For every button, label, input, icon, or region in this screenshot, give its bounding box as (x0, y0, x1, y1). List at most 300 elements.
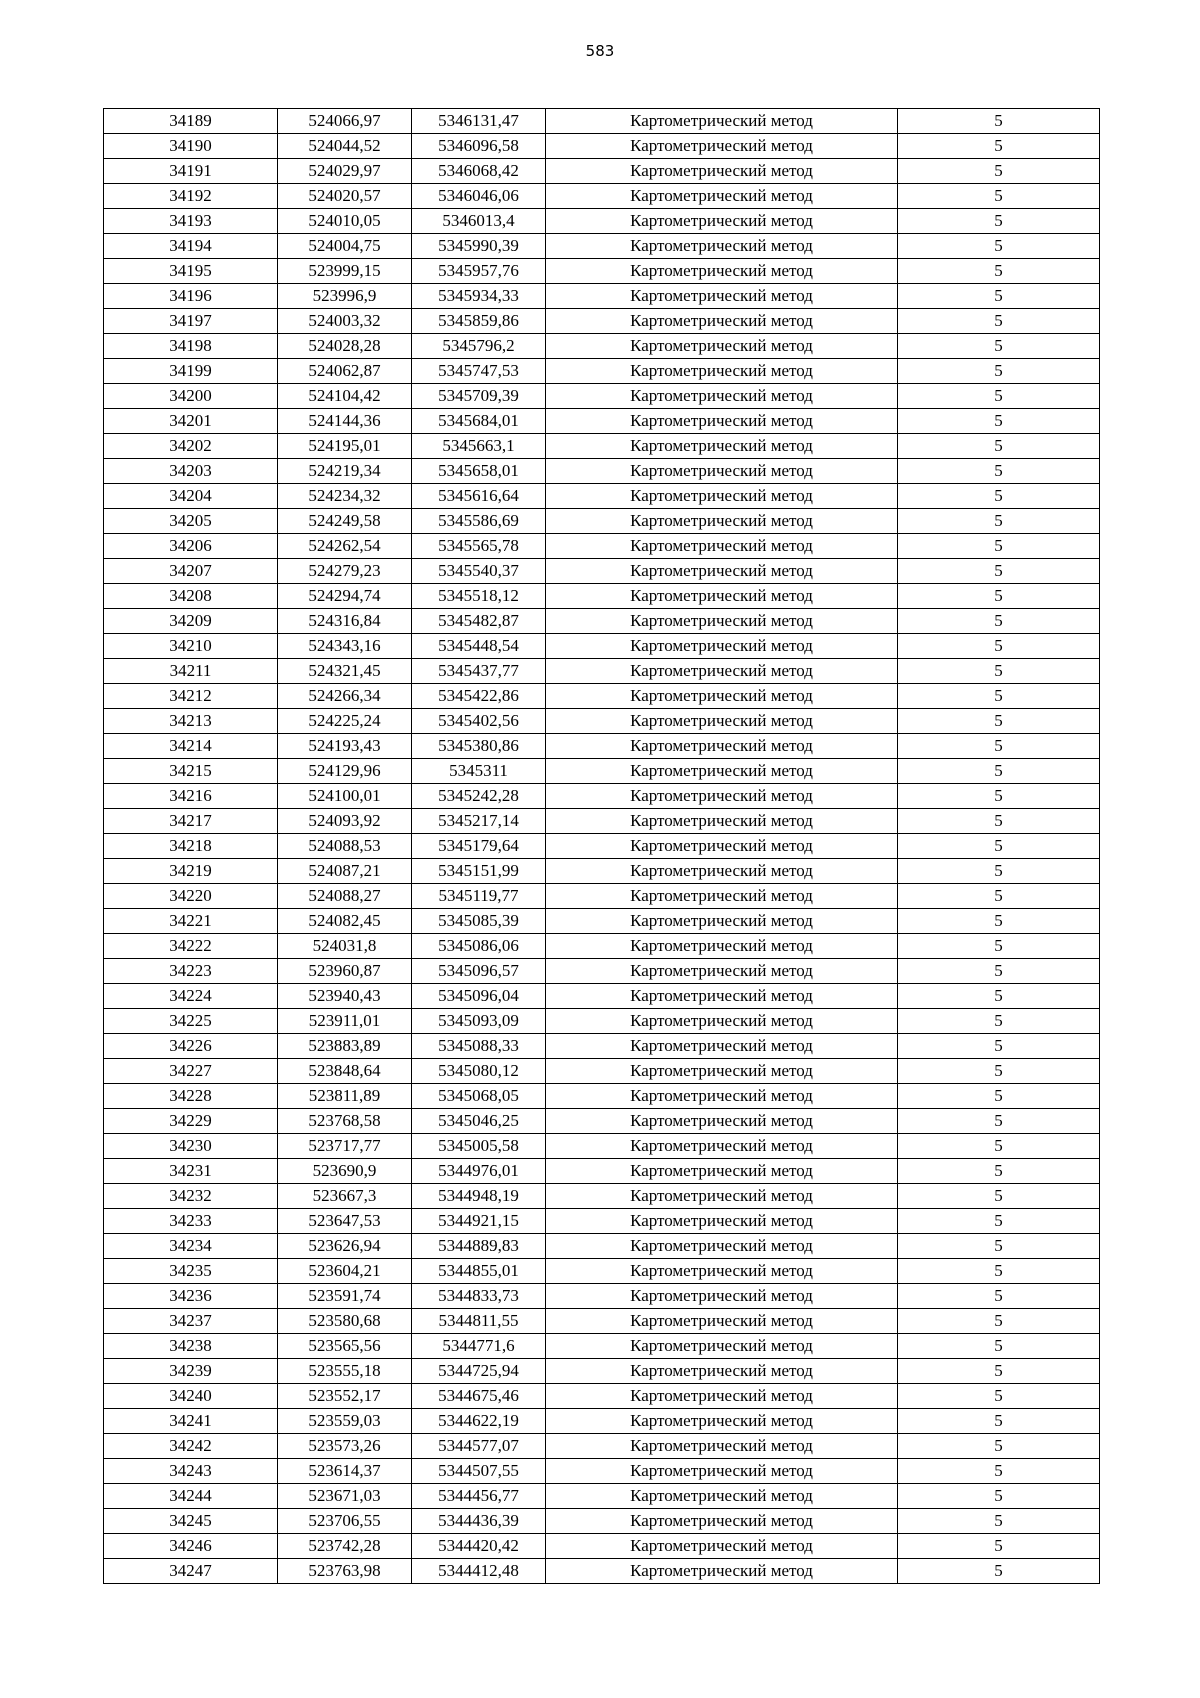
x-coordinate-cell: 523555,18 (278, 1359, 412, 1384)
table-row (104, 984, 1100, 1009)
table-row (104, 1234, 1100, 1259)
x-coordinate-cell: 523565,56 (278, 1334, 412, 1359)
accuracy-cell: 5 (898, 584, 1100, 609)
method-cell: Картометрический метод (546, 159, 898, 184)
method-cell: Картометрический метод (546, 509, 898, 534)
x-coordinate-cell: 524082,45 (278, 909, 412, 934)
y-coordinate-cell: 5346131,47 (412, 109, 546, 134)
y-coordinate-cell: 5344889,83 (412, 1234, 546, 1259)
point-number-cell: 34232 (104, 1184, 278, 1209)
method-cell: Картометрический метод (546, 1084, 898, 1109)
y-coordinate-cell: 5345088,33 (412, 1034, 546, 1059)
point-number-cell: 34204 (104, 484, 278, 509)
method-cell: Картометрический метод (546, 1559, 898, 1584)
accuracy-cell: 5 (898, 409, 1100, 434)
accuracy-cell: 5 (898, 1009, 1100, 1034)
accuracy-cell: 5 (898, 534, 1100, 559)
method-cell: Картометрический метод (546, 784, 898, 809)
y-coordinate-cell: 5345119,77 (412, 884, 546, 909)
y-coordinate-cell: 5345565,78 (412, 534, 546, 559)
accuracy-cell: 5 (898, 1559, 1100, 1584)
y-coordinate-cell: 5346096,58 (412, 134, 546, 159)
table-row (104, 1434, 1100, 1459)
accuracy-cell: 5 (898, 334, 1100, 359)
table-row (104, 859, 1100, 884)
y-coordinate-cell: 5345422,86 (412, 684, 546, 709)
point-number-cell: 34200 (104, 384, 278, 409)
x-coordinate-cell: 524020,57 (278, 184, 412, 209)
method-cell: Картометрический метод (546, 1134, 898, 1159)
method-cell: Картометрический метод (546, 1484, 898, 1509)
method-cell: Картометрический метод (546, 334, 898, 359)
table-row (104, 784, 1100, 809)
y-coordinate-cell: 5345684,01 (412, 409, 546, 434)
method-cell: Картометрический метод (546, 484, 898, 509)
x-coordinate-cell: 523999,15 (278, 259, 412, 284)
point-number-cell: 34211 (104, 659, 278, 684)
x-coordinate-cell: 523580,68 (278, 1309, 412, 1334)
table-row (104, 1209, 1100, 1234)
table-row (104, 359, 1100, 384)
accuracy-cell: 5 (898, 734, 1100, 759)
method-cell: Картометрический метод (546, 1309, 898, 1334)
x-coordinate-cell: 523763,98 (278, 1559, 412, 1584)
point-number-cell: 34192 (104, 184, 278, 209)
accuracy-cell: 5 (898, 209, 1100, 234)
accuracy-cell: 5 (898, 359, 1100, 384)
x-coordinate-cell: 523671,03 (278, 1484, 412, 1509)
y-coordinate-cell: 5345217,14 (412, 809, 546, 834)
y-coordinate-cell: 5346013,4 (412, 209, 546, 234)
table-row (104, 284, 1100, 309)
y-coordinate-cell: 5345448,54 (412, 634, 546, 659)
x-coordinate-cell: 524195,01 (278, 434, 412, 459)
y-coordinate-cell: 5345859,86 (412, 309, 546, 334)
accuracy-cell: 5 (898, 1084, 1100, 1109)
y-coordinate-cell: 5345080,12 (412, 1059, 546, 1084)
point-number-cell: 34242 (104, 1434, 278, 1459)
accuracy-cell: 5 (898, 509, 1100, 534)
y-coordinate-cell: 5345380,86 (412, 734, 546, 759)
point-number-cell: 34225 (104, 1009, 278, 1034)
table-row (104, 959, 1100, 984)
point-number-cell: 34246 (104, 1534, 278, 1559)
method-cell: Картометрический метод (546, 284, 898, 309)
accuracy-cell: 5 (898, 559, 1100, 584)
method-cell: Картометрический метод (546, 659, 898, 684)
table-row (104, 1334, 1100, 1359)
y-coordinate-cell: 5345616,64 (412, 484, 546, 509)
x-coordinate-cell: 524029,97 (278, 159, 412, 184)
accuracy-cell: 5 (898, 484, 1100, 509)
point-number-cell: 34206 (104, 534, 278, 559)
table-row (104, 934, 1100, 959)
accuracy-cell: 5 (898, 1459, 1100, 1484)
table-row (104, 184, 1100, 209)
x-coordinate-cell: 523811,89 (278, 1084, 412, 1109)
y-coordinate-cell: 5344725,94 (412, 1359, 546, 1384)
point-number-cell: 34191 (104, 159, 278, 184)
x-coordinate-cell: 524316,84 (278, 609, 412, 634)
y-coordinate-cell: 5344507,55 (412, 1459, 546, 1484)
accuracy-cell: 5 (898, 959, 1100, 984)
x-coordinate-cell: 523647,53 (278, 1209, 412, 1234)
accuracy-cell: 5 (898, 709, 1100, 734)
accuracy-cell: 5 (898, 159, 1100, 184)
table-row (104, 459, 1100, 484)
y-coordinate-cell: 5345402,56 (412, 709, 546, 734)
method-cell: Картометрический метод (546, 184, 898, 209)
point-number-cell: 34229 (104, 1109, 278, 1134)
accuracy-cell: 5 (898, 309, 1100, 334)
table-row (104, 684, 1100, 709)
y-coordinate-cell: 5344412,48 (412, 1559, 546, 1584)
method-cell: Картометрический метод (546, 1259, 898, 1284)
y-coordinate-cell: 5344577,07 (412, 1434, 546, 1459)
table-row (104, 1509, 1100, 1534)
table-row (104, 759, 1100, 784)
accuracy-cell: 5 (898, 984, 1100, 1009)
x-coordinate-cell: 523626,94 (278, 1234, 412, 1259)
method-cell: Картометрический метод (546, 734, 898, 759)
table-row (104, 809, 1100, 834)
x-coordinate-cell: 523848,64 (278, 1059, 412, 1084)
table-row (104, 134, 1100, 159)
method-cell: Картометрический метод (546, 1184, 898, 1209)
y-coordinate-cell: 5345934,33 (412, 284, 546, 309)
y-coordinate-cell: 5344921,15 (412, 1209, 546, 1234)
x-coordinate-cell: 524193,43 (278, 734, 412, 759)
y-coordinate-cell: 5344948,19 (412, 1184, 546, 1209)
x-coordinate-cell: 524093,92 (278, 809, 412, 834)
table-row (104, 334, 1100, 359)
method-cell: Картометрический метод (546, 1159, 898, 1184)
y-coordinate-cell: 5345005,58 (412, 1134, 546, 1159)
point-number-cell: 34202 (104, 434, 278, 459)
accuracy-cell: 5 (898, 1209, 1100, 1234)
y-coordinate-cell: 5345482,87 (412, 609, 546, 634)
accuracy-cell: 5 (898, 659, 1100, 684)
point-number-cell: 34203 (104, 459, 278, 484)
method-cell: Картометрический метод (546, 1059, 898, 1084)
method-cell: Картометрический метод (546, 309, 898, 334)
point-number-cell: 34219 (104, 859, 278, 884)
coordinates-table-body (104, 109, 1100, 1584)
table-row (104, 584, 1100, 609)
accuracy-cell: 5 (898, 834, 1100, 859)
point-number-cell: 34190 (104, 134, 278, 159)
accuracy-cell: 5 (898, 1034, 1100, 1059)
table-row (104, 1559, 1100, 1584)
point-number-cell: 34227 (104, 1059, 278, 1084)
x-coordinate-cell: 523768,58 (278, 1109, 412, 1134)
method-cell: Картометрический метод (546, 1409, 898, 1434)
x-coordinate-cell: 524321,45 (278, 659, 412, 684)
y-coordinate-cell: 5345179,64 (412, 834, 546, 859)
method-cell: Картометрический метод (546, 609, 898, 634)
y-coordinate-cell: 5345068,05 (412, 1084, 546, 1109)
y-coordinate-cell: 5345796,2 (412, 334, 546, 359)
point-number-cell: 34236 (104, 1284, 278, 1309)
y-coordinate-cell: 5346046,06 (412, 184, 546, 209)
y-coordinate-cell: 5345518,12 (412, 584, 546, 609)
table-row (104, 1034, 1100, 1059)
point-number-cell: 34207 (104, 559, 278, 584)
accuracy-cell: 5 (898, 684, 1100, 709)
y-coordinate-cell: 5345085,39 (412, 909, 546, 934)
point-number-cell: 34193 (104, 209, 278, 234)
x-coordinate-cell: 524088,27 (278, 884, 412, 909)
y-coordinate-cell: 5345586,69 (412, 509, 546, 534)
accuracy-cell: 5 (898, 1334, 1100, 1359)
point-number-cell: 34216 (104, 784, 278, 809)
y-coordinate-cell: 5344855,01 (412, 1259, 546, 1284)
method-cell: Картометрический метод (546, 559, 898, 584)
method-cell: Картометрический метод (546, 809, 898, 834)
x-coordinate-cell: 523552,17 (278, 1384, 412, 1409)
point-number-cell: 34189 (104, 109, 278, 134)
x-coordinate-cell: 523706,55 (278, 1509, 412, 1534)
accuracy-cell: 5 (898, 1434, 1100, 1459)
x-coordinate-cell: 524104,42 (278, 384, 412, 409)
y-coordinate-cell: 5344833,73 (412, 1284, 546, 1309)
method-cell: Картометрический метод (546, 1334, 898, 1359)
y-coordinate-cell: 5345242,28 (412, 784, 546, 809)
x-coordinate-cell: 524225,24 (278, 709, 412, 734)
point-number-cell: 34238 (104, 1334, 278, 1359)
point-number-cell: 34197 (104, 309, 278, 334)
y-coordinate-cell: 5345151,99 (412, 859, 546, 884)
table-row (104, 1359, 1100, 1384)
accuracy-cell: 5 (898, 609, 1100, 634)
coordinates-table (103, 108, 1100, 1584)
point-number-cell: 34213 (104, 709, 278, 734)
method-cell: Картометрический метод (546, 934, 898, 959)
table-row (104, 1309, 1100, 1334)
x-coordinate-cell: 523667,3 (278, 1184, 412, 1209)
method-cell: Картометрический метод (546, 434, 898, 459)
method-cell: Картометрический метод (546, 684, 898, 709)
accuracy-cell: 5 (898, 934, 1100, 959)
y-coordinate-cell: 5345093,09 (412, 1009, 546, 1034)
table-row (104, 259, 1100, 284)
y-coordinate-cell: 5344675,46 (412, 1384, 546, 1409)
accuracy-cell: 5 (898, 184, 1100, 209)
table-row (104, 1009, 1100, 1034)
method-cell: Картометрический метод (546, 1509, 898, 1534)
method-cell: Картометрический метод (546, 1384, 898, 1409)
y-coordinate-cell: 5345990,39 (412, 234, 546, 259)
y-coordinate-cell: 5345096,04 (412, 984, 546, 1009)
x-coordinate-cell: 524100,01 (278, 784, 412, 809)
accuracy-cell: 5 (898, 1509, 1100, 1534)
method-cell: Картометрический метод (546, 1209, 898, 1234)
accuracy-cell: 5 (898, 859, 1100, 884)
x-coordinate-cell: 523940,43 (278, 984, 412, 1009)
method-cell: Картометрический метод (546, 1459, 898, 1484)
accuracy-cell: 5 (898, 1534, 1100, 1559)
x-coordinate-cell: 524031,8 (278, 934, 412, 959)
accuracy-cell: 5 (898, 1259, 1100, 1284)
x-coordinate-cell: 524234,32 (278, 484, 412, 509)
point-number-cell: 34235 (104, 1259, 278, 1284)
x-coordinate-cell: 524294,74 (278, 584, 412, 609)
method-cell: Картометрический метод (546, 984, 898, 1009)
point-number-cell: 34218 (104, 834, 278, 859)
method-cell: Картометрический метод (546, 584, 898, 609)
accuracy-cell: 5 (898, 1384, 1100, 1409)
point-number-cell: 34220 (104, 884, 278, 909)
table-row (104, 1109, 1100, 1134)
table-row (104, 384, 1100, 409)
table-row (104, 884, 1100, 909)
point-number-cell: 34224 (104, 984, 278, 1009)
accuracy-cell: 5 (898, 284, 1100, 309)
accuracy-cell: 5 (898, 1234, 1100, 1259)
table-row (104, 1059, 1100, 1084)
accuracy-cell: 5 (898, 434, 1100, 459)
x-coordinate-cell: 523604,21 (278, 1259, 412, 1284)
point-number-cell: 34223 (104, 959, 278, 984)
x-coordinate-cell: 524004,75 (278, 234, 412, 259)
table-row (104, 1484, 1100, 1509)
x-coordinate-cell: 524343,16 (278, 634, 412, 659)
method-cell: Картометрический метод (546, 1034, 898, 1059)
table-row (104, 1259, 1100, 1284)
accuracy-cell: 5 (898, 1059, 1100, 1084)
x-coordinate-cell: 524249,58 (278, 509, 412, 534)
y-coordinate-cell: 5345957,76 (412, 259, 546, 284)
point-number-cell: 34217 (104, 809, 278, 834)
x-coordinate-cell: 524262,54 (278, 534, 412, 559)
table-row (104, 1409, 1100, 1434)
table-row (104, 609, 1100, 634)
method-cell: Картометрический метод (546, 384, 898, 409)
accuracy-cell: 5 (898, 884, 1100, 909)
point-number-cell: 34237 (104, 1309, 278, 1334)
table-row (104, 1459, 1100, 1484)
accuracy-cell: 5 (898, 234, 1100, 259)
point-number-cell: 34247 (104, 1559, 278, 1584)
x-coordinate-cell: 523690,9 (278, 1159, 412, 1184)
table-row (104, 659, 1100, 684)
x-coordinate-cell: 523883,89 (278, 1034, 412, 1059)
accuracy-cell: 5 (898, 109, 1100, 134)
method-cell: Картометрический метод (546, 859, 898, 884)
accuracy-cell: 5 (898, 1359, 1100, 1384)
point-number-cell: 34215 (104, 759, 278, 784)
x-coordinate-cell: 523559,03 (278, 1409, 412, 1434)
point-number-cell: 34228 (104, 1084, 278, 1109)
x-coordinate-cell: 524279,23 (278, 559, 412, 584)
accuracy-cell: 5 (898, 134, 1100, 159)
point-number-cell: 34231 (104, 1159, 278, 1184)
accuracy-cell: 5 (898, 759, 1100, 784)
accuracy-cell: 5 (898, 634, 1100, 659)
x-coordinate-cell: 524129,96 (278, 759, 412, 784)
x-coordinate-cell: 524066,97 (278, 109, 412, 134)
x-coordinate-cell: 523996,9 (278, 284, 412, 309)
point-number-cell: 34243 (104, 1459, 278, 1484)
method-cell: Картометрический метод (546, 759, 898, 784)
table-row (104, 1134, 1100, 1159)
method-cell: Картометрический метод (546, 1009, 898, 1034)
point-number-cell: 34222 (104, 934, 278, 959)
accuracy-cell: 5 (898, 1109, 1100, 1134)
table-row (104, 234, 1100, 259)
point-number-cell: 34196 (104, 284, 278, 309)
accuracy-cell: 5 (898, 1309, 1100, 1334)
accuracy-cell: 5 (898, 1284, 1100, 1309)
point-number-cell: 34208 (104, 584, 278, 609)
table-row (104, 834, 1100, 859)
x-coordinate-cell: 524010,05 (278, 209, 412, 234)
table-row (104, 734, 1100, 759)
accuracy-cell: 5 (898, 259, 1100, 284)
table-row (104, 1534, 1100, 1559)
point-number-cell: 34198 (104, 334, 278, 359)
page-number: 583 (585, 42, 615, 60)
point-number-cell: 34245 (104, 1509, 278, 1534)
table-row (104, 634, 1100, 659)
method-cell: Картометрический метод (546, 709, 898, 734)
table-row (104, 1084, 1100, 1109)
y-coordinate-cell: 5345096,57 (412, 959, 546, 984)
method-cell: Картометрический метод (546, 1284, 898, 1309)
accuracy-cell: 5 (898, 459, 1100, 484)
table-row (104, 909, 1100, 934)
method-cell: Картометрический метод (546, 409, 898, 434)
point-number-cell: 34221 (104, 909, 278, 934)
accuracy-cell: 5 (898, 1484, 1100, 1509)
table-row (104, 559, 1100, 584)
x-coordinate-cell: 524003,32 (278, 309, 412, 334)
method-cell: Картометрический метод (546, 909, 898, 934)
method-cell: Картометрический метод (546, 1109, 898, 1134)
x-coordinate-cell: 524044,52 (278, 134, 412, 159)
x-coordinate-cell: 523573,26 (278, 1434, 412, 1459)
point-number-cell: 34226 (104, 1034, 278, 1059)
point-number-cell: 34209 (104, 609, 278, 634)
point-number-cell: 34244 (104, 1484, 278, 1509)
y-coordinate-cell: 5345747,53 (412, 359, 546, 384)
x-coordinate-cell: 524266,34 (278, 684, 412, 709)
method-cell: Картометрический метод (546, 1534, 898, 1559)
y-coordinate-cell: 5344436,39 (412, 1509, 546, 1534)
point-number-cell: 34230 (104, 1134, 278, 1159)
point-number-cell: 34239 (104, 1359, 278, 1384)
x-coordinate-cell: 524144,36 (278, 409, 412, 434)
method-cell: Картометрический метод (546, 234, 898, 259)
method-cell: Картометрический метод (546, 259, 898, 284)
point-number-cell: 34194 (104, 234, 278, 259)
y-coordinate-cell: 5345663,1 (412, 434, 546, 459)
table-row (104, 1159, 1100, 1184)
x-coordinate-cell: 523717,77 (278, 1134, 412, 1159)
x-coordinate-cell: 523742,28 (278, 1534, 412, 1559)
accuracy-cell: 5 (898, 809, 1100, 834)
method-cell: Картометрический метод (546, 109, 898, 134)
accuracy-cell: 5 (898, 1409, 1100, 1434)
y-coordinate-cell: 5344811,55 (412, 1309, 546, 1334)
point-number-cell: 34233 (104, 1209, 278, 1234)
table-row (104, 709, 1100, 734)
x-coordinate-cell: 523591,74 (278, 1284, 412, 1309)
table-row (104, 534, 1100, 559)
table-row (104, 109, 1100, 134)
point-number-cell: 34195 (104, 259, 278, 284)
point-number-cell: 34212 (104, 684, 278, 709)
